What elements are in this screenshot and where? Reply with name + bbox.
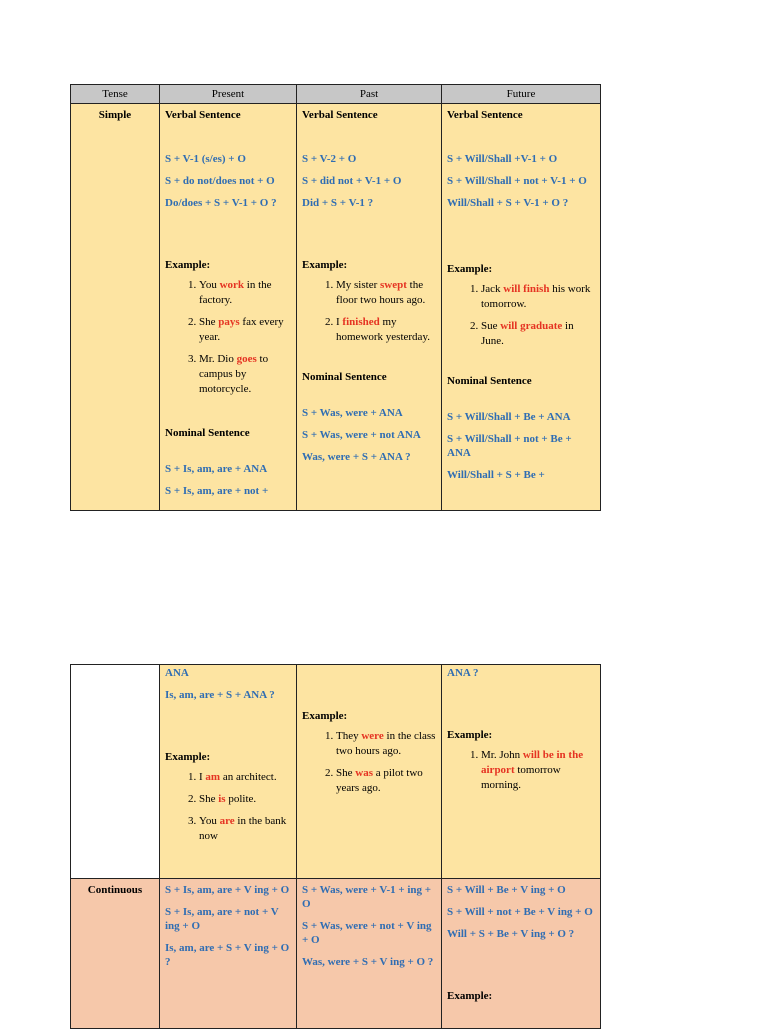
header-tense: Tense	[71, 85, 160, 104]
header-present: Present	[160, 85, 297, 104]
formula: S + do not/does not + O	[165, 175, 275, 187]
list-item: 3. Mr. Dio goes to campus by motorcycle.	[199, 352, 291, 397]
simple-row-continued	[71, 665, 601, 879]
verbal-sentence-heading: Verbal Sentence	[447, 109, 523, 121]
formula: S + Will/Shall +V-1 + O	[447, 153, 558, 165]
formula: Will/Shall + S + Be +	[447, 469, 545, 481]
list-item: 1. I am an architect.	[199, 770, 291, 785]
nominal-sentence-heading: Nominal Sentence	[302, 371, 387, 383]
formula: S + Will/Shall + not + V-1 + O	[447, 175, 587, 187]
list-item: 2. She was a pilot two years ago.	[336, 766, 436, 796]
formula: Is, am, are + S + V ing + O ?	[165, 942, 290, 968]
formula: S + Is, am, are + not +	[165, 485, 269, 497]
example-heading: Example:	[302, 259, 348, 271]
simple-present-cell	[160, 104, 297, 511]
simple-future-cell-continued	[442, 665, 601, 879]
formula: S + Will/Shall + not + Be + ANA	[447, 433, 572, 459]
formula: S + Was, were + V-1 + ing + O	[302, 884, 432, 910]
example-list	[447, 282, 595, 349]
example-list	[165, 770, 291, 844]
example-heading: Example:	[447, 729, 493, 741]
simple-present-cell-continued	[160, 665, 297, 879]
formula: Was, were + S + ANA ?	[302, 451, 411, 463]
example-heading: Example:	[447, 990, 493, 1002]
example-heading: Example:	[302, 710, 348, 722]
list-item: 2. Sue will graduate in June.	[481, 319, 595, 349]
formula: S + Will + not + Be + V ing + O	[447, 906, 593, 918]
list-item: 1. My sister swept the floor two hours ago.	[336, 278, 436, 308]
example-list	[302, 278, 436, 345]
example-heading: Example:	[165, 751, 211, 763]
formula: Will/Shall + S + V-1 + O ?	[447, 197, 569, 209]
formula: Did + S + V-1 ?	[302, 197, 374, 209]
list-item: 3. You are in the bank now	[199, 814, 291, 844]
list-item: 2. She is polite.	[199, 792, 291, 807]
tense-continuous: Continuous	[71, 879, 160, 1029]
tenses-table-part-2	[70, 664, 601, 1029]
formula: S + Will/Shall + Be + ANA	[447, 411, 571, 423]
formula: S + Will + Be + V ing + O	[447, 884, 566, 896]
table-header-row	[71, 85, 601, 104]
example-heading: Example:	[447, 263, 493, 275]
nominal-sentence-heading: Nominal Sentence	[447, 375, 532, 387]
nominal-sentence-heading: Nominal Sentence	[165, 427, 250, 439]
list-item: 2. She pays fax every year.	[199, 315, 291, 345]
example-list	[302, 729, 436, 796]
continuous-present-cell	[160, 879, 297, 1029]
tense-cell-empty	[71, 665, 160, 879]
tense-simple: Simple	[71, 104, 160, 511]
simple-future-cell	[442, 104, 601, 511]
list-item: 2. I finished my homework yesterday.	[336, 315, 436, 345]
formula: Is, am, are + S + ANA ?	[165, 689, 275, 701]
simple-row	[71, 104, 601, 511]
list-item: 1. Mr. John will be in the airport tomorrow morning.	[481, 748, 595, 793]
list-item: 1. They were in the class two hours ago.	[336, 729, 436, 759]
continuous-past-cell	[297, 879, 442, 1029]
formula: Will + S + Be + V ing + O ?	[447, 928, 575, 940]
tenses-table-part-1	[70, 84, 601, 511]
continuous-future-cell	[442, 879, 601, 1029]
continuous-row	[71, 879, 601, 1029]
formula: S + Is, am, are + V ing + O	[165, 884, 290, 896]
formula: S + Is, am, are + ANA	[165, 463, 268, 475]
formula: S + Was, were + ANA	[302, 407, 403, 419]
formula: S + did not + V-1 + O	[302, 175, 402, 187]
simple-past-cell-continued	[297, 665, 442, 879]
formula: Do/does + S + V-1 + O ?	[165, 197, 277, 209]
formula: S + V-1 (s/es) + O	[165, 153, 246, 165]
formula: S + V-2 + O	[302, 153, 357, 165]
formula: ANA	[165, 667, 189, 679]
list-item: 1. Jack will finish his work tomorrow.	[481, 282, 595, 312]
simple-past-cell	[297, 104, 442, 511]
example-heading: Example:	[165, 259, 211, 271]
formula: S + Is, am, are + not + V ing + O	[165, 906, 279, 932]
list-item: 1. You work in the factory.	[199, 278, 291, 308]
header-future: Future	[442, 85, 601, 104]
formula: S + Was, were + not ANA	[302, 429, 421, 441]
verbal-sentence-heading: Verbal Sentence	[302, 109, 378, 121]
formula: S + Was, were + not + V ing + O	[302, 920, 432, 946]
formula: ANA ?	[447, 667, 479, 679]
example-list	[165, 278, 291, 397]
example-list	[447, 748, 595, 793]
formula: Was, were + S + V ing + O ?	[302, 956, 434, 968]
verbal-sentence-heading: Verbal Sentence	[165, 109, 241, 121]
header-past: Past	[297, 85, 442, 104]
